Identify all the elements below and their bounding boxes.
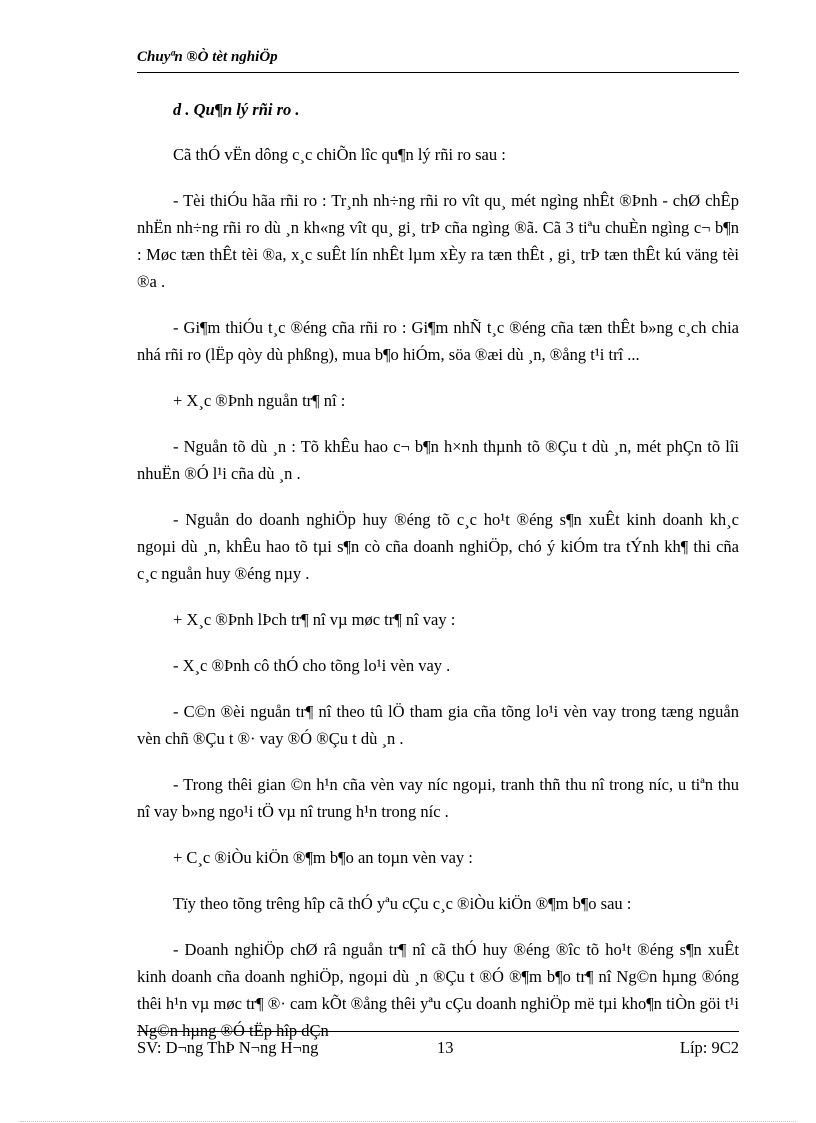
paragraph: Tïy theo tõng trêng hîp cã thÓ yªu cÇu c¸c ®iÒu kiÖn ®¶m b¶o sau :	[173, 894, 632, 913]
page-header-title: Chuyªn ®Ò tèt nghiÖp	[137, 49, 278, 65]
paragraph: - Gi¶m thiÓu t¸c ®éng cña rñi ro : Gi¶m nhÑ t¸c ®éng cña tæn thÊt b»ng c¸ch chia nhá rñi ro (lËp qòy dù phßng), mua b¶o hiÓm, söa ®æi dù ¸n, ®ång t¹i trî ...	[137, 318, 739, 364]
footer-divider	[137, 1031, 739, 1032]
paragraph: Cã thÓ vËn dông c¸c chiÕn lîc qu¶n lý rñi ro sau :	[173, 145, 506, 164]
document-body	[137, 96, 739, 1063]
paragraph: - X¸c ®Þnh cô thÓ cho tõng lo¹i vèn vay .	[173, 656, 451, 675]
page-bottom-border	[20, 1121, 796, 1122]
paragraph: + C¸c ®iÒu kiÖn ®¶m b¶o an toµn vèn vay :	[173, 848, 473, 867]
footer-class-label: Líp: 9C2	[679, 1038, 739, 1057]
footer-page-number: 13	[437, 1038, 454, 1057]
paragraph: - Nguån do doanh nghiÖp huy ®éng tõ c¸c ho¹t ®éng s¶n xuÊt kinh doanh kh¸c ngoµi dù ¸n, khÊu hao tõ tµi s¶n cò cña doanh nghiÖp, chó ý kiÓm tra tÝnh kh¶ thi cña c¸c nguån huy ®éng nµy .	[137, 510, 739, 583]
paragraph: - Nguån tõ dù ¸n : Tõ khÊu hao c¬ b¶n h×nh thµnh tõ ®Çu t dù ¸n, mét phÇn tõ lîi nhuËn ®Ó l¹i cña dù ¸n .	[137, 437, 739, 483]
footer-student-name: SV: D¬ng ThÞ N¬ng H¬ng	[137, 1038, 319, 1057]
paragraph: - Trong thêi gian ©n h¹n cña vèn vay níc ngoµi, tranh thñ thu nî trong níc, u tiªn thu nî vay b»ng ngo¹i tÖ vµ nî trung h¹n trong níc .	[137, 775, 739, 821]
paragraph: - C©n ®èi nguån tr¶ nî theo tû lÖ tham gia cña tõng lo¹i vèn vay trong tæng nguån vèn chñ ®Çu t ®· vay ®Ó ®Çu t dù ¸n .	[137, 702, 739, 748]
page-footer	[137, 1038, 739, 1060]
header-divider	[137, 72, 739, 73]
paragraph: + X¸c ®Þnh nguån tr¶ nî :	[173, 391, 346, 410]
paragraph: - Tèi thiÓu hãa rñi ro : Tr¸nh nh÷ng rñi ro vît qu¸ mét ngìng nhÊt ®Þnh - chØ chÊp nhËn nh÷ng rñi ro dù ¸n kh«ng vît qu¸ gi¸ trÞ cña ngìng ®ã. Cã 3 tiªu chuÈn ngìng c¬ b¶n : Møc tæn thÊt tèi ®a, x¸c suÊt lín nhÊt lµm xÈy ra tæn thÊt , gi¸ trÞ tæn thÊt kú väng tèi ®a .	[137, 191, 739, 291]
paragraph: + X¸c ®Þnh lÞch tr¶ nî vµ møc tr¶ nî vay :	[173, 610, 456, 629]
paragraph: - Doanh nghiÖp chØ râ nguån tr¶ nî cã thÓ huy ®éng ®îc tõ ho¹t ®éng s¶n xuÊt kinh doanh cña doanh nghiÖp, ngoµi dù ¸n ®Çu t ®Ó ®¶m b¶o tr¶ nî Ng©n hµng ®óng thêi h¹n vµ møc tr¶ ®· cam kÕt ®ång thêi yªu cÇu doanh nghiÖp më tµi kho¶n tiÒn göi t¹i Ng©n hµng ®Ó tËp hîp dÇn	[137, 940, 739, 1040]
section-heading: d . Qu¶n lý rñi ro .	[173, 100, 300, 119]
